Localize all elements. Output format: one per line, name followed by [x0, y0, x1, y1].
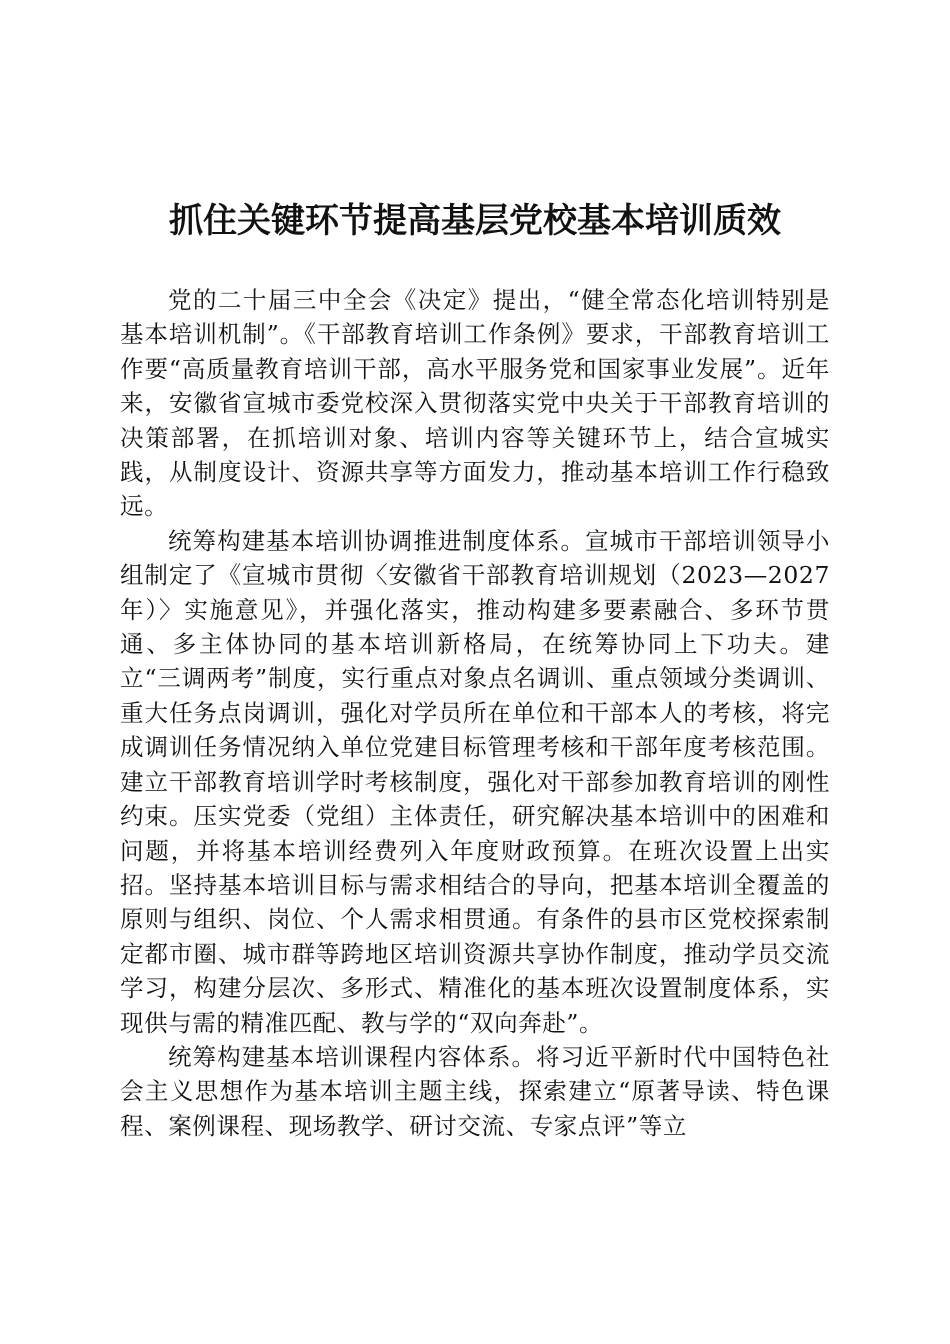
document-title: 抓住关键环节提高基层党校基本培训质效: [169, 201, 781, 241]
paragraph-2: 统筹构建基本培训协调推进制度体系。宣城市干部培训领导小组制定了《宣城市贯彻〈安徽省干部教育培训规划（2023—2027年）〉实施意见》，并强化落实，推动构建多要素融合、多环节贯通、多主体协同的基本培训新格局，在统筹协同上下功夫。建立“三调两考”制度，实行重点对象点名调训、重点领域分类调训、重大任务点岗调训，强化对学员所在单位和干部本人的考核，将完成调训任务情况纳入单位党建目标管理考核和干部年度考核范围。建立干部教育培训学时考核制度，强化对干部参加教育培训的刚性约束。压实党委（党组）主体责任，研究解决基本培训中的困难和问题，并将基本培训经费列入年度财政预算。在班次设置上出实招。坚持基本培训目标与需求相结合的导向，把基本培训全覆盖的原则与组织、岗位、个人需求相贯通。有条件的县市区党校探索制定都市圈、城市群等跨地区培训资源共享协作制度，推动学员交流学习，构建分层次、多形式、精准化的基本班次设置制度体系，实现供与需的精准匹配、教与学的“双向奔赴”。: [120, 526, 830, 1037]
document-body: [120, 283, 830, 1143]
paragraph-3: 统筹构建基本培训课程内容体系。将习近平新时代中国特色社会主义思想作为基本培训主题主线，探索建立“原著导读、特色课程、案例课程、现场教学、研讨交流、专家点评”等立: [120, 1042, 830, 1140]
paragraph-1: 党的二十届三中全会《决定》提出，“健全常态化培训特别是基本培训机制”。《干部教育培训工作条例》要求，干部教育培训工作要“高质量教育培训干部，高水平服务党和国家事业发展”。近年来，安徽省宣城市委党校深入贯彻落实党中央关于干部教育培训的决策部署，在抓培训对象、培训内容等关键环节上，结合宣城实践，从制度设计、资源共享等方面发力，推动基本培训工作行稳致远。: [120, 286, 830, 521]
